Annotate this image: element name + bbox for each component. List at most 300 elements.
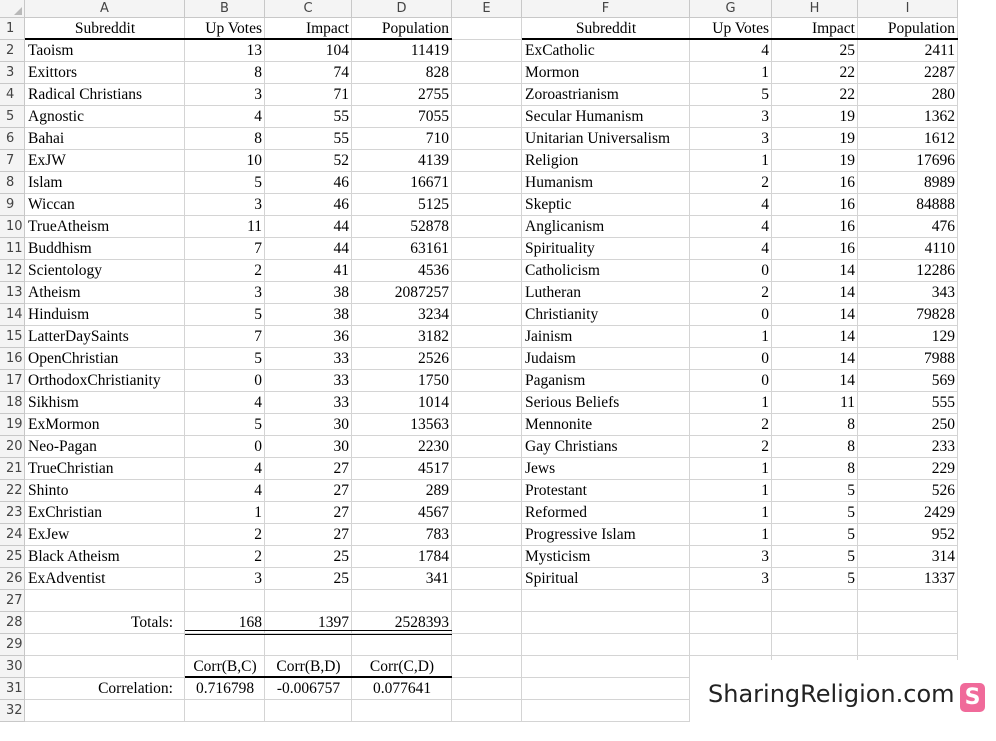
grid-cell[interactable]	[452, 590, 522, 612]
row-header[interactable]: 32	[0, 700, 25, 722]
grid-cell[interactable]	[452, 84, 522, 106]
grid-cell[interactable]	[452, 194, 522, 216]
header-subreddit[interactable]: Subreddit	[74, 20, 136, 37]
population-value[interactable]: 828	[425, 64, 449, 81]
grid-cell[interactable]	[452, 304, 522, 326]
row-header[interactable]: 6	[0, 128, 25, 150]
impact-value[interactable]: 8	[847, 416, 855, 433]
subreddit-name[interactable]: OrthodoxChristianity	[28, 372, 161, 389]
upvotes-value[interactable]: 4	[761, 240, 769, 257]
impact-value[interactable]: 14	[839, 306, 855, 323]
upvotes-value[interactable]: 0	[761, 306, 769, 323]
row-header[interactable]: 2	[0, 40, 25, 62]
header-upvotes[interactable]: Up Votes	[205, 20, 262, 37]
subreddit-name[interactable]: ExMormon	[28, 416, 100, 433]
header-population[interactable]: Population	[381, 20, 449, 37]
population-value[interactable]: 314	[931, 548, 955, 565]
grid-cell[interactable]	[452, 656, 522, 678]
subreddit-name[interactable]: ExChristian	[28, 504, 103, 521]
upvotes-value[interactable]: 1	[761, 482, 769, 499]
subreddit-name[interactable]: Bahai	[28, 130, 65, 147]
subreddit-name[interactable]: TrueAtheism	[28, 218, 110, 235]
grid-cell[interactable]	[522, 634, 690, 656]
upvotes-value[interactable]: 10	[246, 152, 262, 169]
upvotes-value[interactable]: 3	[761, 548, 769, 565]
totals-label[interactable]: Totals:	[131, 614, 173, 631]
population-value[interactable]: 4536	[418, 262, 449, 279]
row-header[interactable]: 16	[0, 348, 25, 370]
impact-value[interactable]: 5	[847, 548, 855, 565]
upvotes-value[interactable]: 0	[761, 350, 769, 367]
impact-value[interactable]: 30	[333, 416, 349, 433]
row-header[interactable]: 3	[0, 62, 25, 84]
impact-value[interactable]: 27	[333, 460, 349, 477]
population-value[interactable]: 289	[425, 482, 449, 499]
impact-value[interactable]: 46	[333, 196, 349, 213]
row-header[interactable]: 17	[0, 370, 25, 392]
grid-cell[interactable]	[858, 612, 958, 634]
subreddit-name[interactable]: Atheism	[28, 284, 81, 301]
subreddit-name[interactable]: Christianity	[525, 306, 599, 323]
grid-cell[interactable]	[452, 348, 522, 370]
upvotes-value[interactable]: 3	[761, 130, 769, 147]
column-header-D[interactable]: D	[352, 0, 452, 18]
grid-cell[interactable]	[858, 634, 958, 656]
column-header-H[interactable]: H	[772, 0, 858, 18]
grid-cell[interactable]	[265, 700, 352, 722]
impact-value[interactable]: 33	[333, 350, 349, 367]
population-value[interactable]: 229	[931, 460, 955, 477]
upvotes-value[interactable]: 2	[761, 438, 769, 455]
population-value[interactable]: 63161	[410, 240, 449, 257]
upvotes-value[interactable]: 1	[761, 460, 769, 477]
subreddit-name[interactable]: Buddhism	[28, 240, 92, 257]
impact-value[interactable]: 14	[839, 350, 855, 367]
population-value[interactable]: 17696	[916, 152, 955, 169]
subreddit-name[interactable]: Black Atheism	[28, 548, 120, 565]
upvotes-value[interactable]: 8	[254, 64, 262, 81]
impact-value[interactable]: 14	[839, 262, 855, 279]
header-impact[interactable]: Impact	[811, 20, 855, 37]
grid-cell[interactable]	[522, 656, 690, 678]
row-header[interactable]: 27	[0, 590, 25, 612]
upvotes-value[interactable]: 1	[761, 526, 769, 543]
population-value[interactable]: 710	[425, 130, 449, 147]
population-value[interactable]: 7988	[924, 350, 955, 367]
upvotes-value[interactable]: 7	[254, 328, 262, 345]
grid-cell[interactable]	[452, 172, 522, 194]
subreddit-name[interactable]: Gay Christians	[525, 438, 618, 455]
grid-cell[interactable]	[690, 612, 772, 634]
upvotes-value[interactable]: 0	[254, 372, 262, 389]
column-header-F[interactable]: F	[522, 0, 690, 18]
row-header[interactable]: 18	[0, 392, 25, 414]
subreddit-name[interactable]: Jews	[525, 460, 556, 477]
population-value[interactable]: 84888	[916, 196, 955, 213]
row-header[interactable]: 20	[0, 436, 25, 458]
grid-cell[interactable]	[452, 370, 522, 392]
header-subreddit[interactable]: Subreddit	[575, 20, 637, 37]
grid-cell[interactable]	[452, 634, 522, 656]
upvotes-value[interactable]: 0	[254, 438, 262, 455]
upvotes-value[interactable]: 7	[254, 240, 262, 257]
impact-value[interactable]: 16	[839, 174, 855, 191]
impact-value[interactable]: 19	[839, 152, 855, 169]
total-population[interactable]: 2528393	[394, 614, 449, 631]
row-header[interactable]: 13	[0, 282, 25, 304]
upvotes-value[interactable]: 4	[761, 196, 769, 213]
impact-value[interactable]: 33	[333, 372, 349, 389]
upvotes-value[interactable]: 8	[254, 130, 262, 147]
upvotes-value[interactable]: 0	[761, 372, 769, 389]
subreddit-name[interactable]: Wiccan	[28, 196, 75, 213]
row-header[interactable]: 5	[0, 106, 25, 128]
population-value[interactable]: 250	[931, 416, 955, 433]
grid-cell[interactable]	[452, 62, 522, 84]
subreddit-name[interactable]: Hinduism	[28, 306, 90, 323]
upvotes-value[interactable]: 0	[761, 262, 769, 279]
subreddit-name[interactable]: Anglicanism	[525, 218, 605, 235]
row-header[interactable]: 31	[0, 678, 25, 700]
impact-value[interactable]: 14	[839, 372, 855, 389]
upvotes-value[interactable]: 2	[761, 284, 769, 301]
row-header[interactable]: 4	[0, 84, 25, 106]
grid-cell[interactable]	[352, 634, 452, 656]
row-header[interactable]: 9	[0, 194, 25, 216]
row-header[interactable]: 12	[0, 260, 25, 282]
header-population[interactable]: Population	[887, 20, 955, 37]
impact-value[interactable]: 25	[839, 42, 855, 59]
subreddit-name[interactable]: Sikhism	[28, 394, 79, 411]
grid-cell[interactable]	[522, 590, 690, 612]
subreddit-name[interactable]: Religion	[525, 152, 579, 169]
population-value[interactable]: 52878	[410, 218, 449, 235]
upvotes-value[interactable]: 4	[254, 108, 262, 125]
population-value[interactable]: 13563	[410, 416, 449, 433]
correlation-label[interactable]: Correlation:	[98, 680, 173, 697]
row-header[interactable]: 11	[0, 238, 25, 260]
population-value[interactable]: 4567	[418, 504, 449, 521]
subreddit-name[interactable]: ExAdventist	[28, 570, 106, 587]
population-value[interactable]: 343	[931, 284, 955, 301]
population-value[interactable]: 555	[931, 394, 955, 411]
population-value[interactable]: 7055	[418, 108, 449, 125]
grid-cell[interactable]	[452, 436, 522, 458]
grid-cell[interactable]	[185, 590, 265, 612]
subreddit-name[interactable]: Skeptic	[525, 196, 572, 213]
population-value[interactable]: 1612	[924, 130, 955, 147]
impact-value[interactable]: 25	[333, 548, 349, 565]
population-value[interactable]: 5125	[418, 196, 449, 213]
subreddit-name[interactable]: Mysticism	[525, 548, 591, 565]
upvotes-value[interactable]: 5	[254, 306, 262, 323]
impact-value[interactable]: 19	[839, 130, 855, 147]
upvotes-value[interactable]: 1	[761, 504, 769, 521]
column-header-G[interactable]: G	[690, 0, 772, 18]
subreddit-name[interactable]: Islam	[28, 174, 63, 191]
population-value[interactable]: 341	[425, 570, 449, 587]
population-value[interactable]: 11419	[410, 42, 449, 59]
population-value[interactable]: 526	[931, 482, 955, 499]
population-value[interactable]: 952	[931, 526, 955, 543]
grid-cell[interactable]	[452, 700, 522, 722]
grid-cell[interactable]	[25, 700, 185, 722]
subreddit-name[interactable]: Scientology	[28, 262, 103, 279]
population-value[interactable]: 16671	[410, 174, 449, 191]
corr-bc-value[interactable]: 0.716798	[195, 680, 255, 697]
subreddit-name[interactable]: OpenChristian	[28, 350, 119, 367]
subreddit-name[interactable]: Zoroastrianism	[525, 86, 619, 103]
subreddit-name[interactable]: Judaism	[525, 350, 576, 367]
impact-value[interactable]: 27	[333, 526, 349, 543]
population-value[interactable]: 4517	[418, 460, 449, 477]
subreddit-name[interactable]: Mennonite	[525, 416, 593, 433]
impact-value[interactable]: 27	[333, 504, 349, 521]
subreddit-name[interactable]: Catholicism	[525, 262, 600, 279]
row-header[interactable]: 15	[0, 326, 25, 348]
subreddit-name[interactable]: Progressive Islam	[525, 526, 636, 543]
subreddit-name[interactable]: Reformed	[525, 504, 587, 521]
impact-value[interactable]: 38	[333, 306, 349, 323]
row-header[interactable]: 24	[0, 524, 25, 546]
impact-value[interactable]: 8	[847, 438, 855, 455]
population-value[interactable]: 3234	[418, 306, 449, 323]
grid-cell[interactable]	[452, 150, 522, 172]
impact-value[interactable]: 22	[839, 86, 855, 103]
grid-cell[interactable]	[25, 590, 185, 612]
subreddit-name[interactable]: Radical Christians	[28, 86, 143, 103]
impact-value[interactable]: 27	[333, 482, 349, 499]
impact-value[interactable]: 14	[839, 284, 855, 301]
row-header[interactable]: 25	[0, 546, 25, 568]
impact-value[interactable]: 41	[333, 262, 349, 279]
grid-cell[interactable]	[452, 392, 522, 414]
upvotes-value[interactable]: 2	[761, 174, 769, 191]
impact-value[interactable]: 33	[333, 394, 349, 411]
population-value[interactable]: 2087257	[394, 284, 449, 301]
impact-value[interactable]: 5	[847, 526, 855, 543]
subreddit-name[interactable]: Secular Humanism	[525, 108, 644, 125]
subreddit-name[interactable]: ExJew	[28, 526, 70, 543]
population-value[interactable]: 1014	[418, 394, 449, 411]
row-header[interactable]: 8	[0, 172, 25, 194]
impact-value[interactable]: 74	[333, 64, 349, 81]
subreddit-name[interactable]: Exittors	[28, 64, 78, 81]
grid-cell[interactable]	[522, 678, 690, 700]
upvotes-value[interactable]: 1	[254, 504, 262, 521]
grid-cell[interactable]	[772, 634, 858, 656]
population-value[interactable]: 476	[931, 218, 955, 235]
grid-cell[interactable]	[185, 700, 265, 722]
grid-cell[interactable]	[452, 502, 522, 524]
grid-cell[interactable]	[690, 590, 772, 612]
impact-value[interactable]: 16	[839, 218, 855, 235]
impact-value[interactable]: 36	[333, 328, 349, 345]
corr-bc-header[interactable]: Corr(B,C)	[193, 658, 257, 675]
population-value[interactable]: 2755	[418, 86, 449, 103]
subreddit-name[interactable]: Lutheran	[525, 284, 581, 301]
population-value[interactable]: 12286	[916, 262, 955, 279]
upvotes-value[interactable]: 5	[761, 86, 769, 103]
subreddit-name[interactable]: Spiritual	[525, 570, 579, 587]
grid-cell[interactable]	[452, 458, 522, 480]
corr-cd-header[interactable]: Corr(C,D)	[369, 658, 435, 675]
grid-cell[interactable]	[265, 590, 352, 612]
upvotes-value[interactable]: 3	[761, 570, 769, 587]
subreddit-name[interactable]: ExCatholic	[525, 42, 595, 59]
population-value[interactable]: 2429	[924, 504, 955, 521]
population-value[interactable]: 4110	[924, 240, 955, 257]
row-header[interactable]: 22	[0, 480, 25, 502]
population-value[interactable]: 233	[931, 438, 955, 455]
upvotes-value[interactable]: 3	[254, 284, 262, 301]
subreddit-name[interactable]: Shinto	[28, 482, 69, 499]
subreddit-name[interactable]: ExJW	[28, 152, 66, 169]
upvotes-value[interactable]: 2	[254, 526, 262, 543]
grid-cell[interactable]	[452, 106, 522, 128]
impact-value[interactable]: 5	[847, 504, 855, 521]
impact-value[interactable]: 30	[333, 438, 349, 455]
column-header-A[interactable]: A	[25, 0, 185, 18]
subreddit-name[interactable]: Taoism	[28, 42, 74, 59]
grid-cell[interactable]	[452, 568, 522, 590]
subreddit-name[interactable]: Agnostic	[28, 108, 84, 125]
impact-value[interactable]: 14	[839, 328, 855, 345]
upvotes-value[interactable]: 1	[761, 328, 769, 345]
row-header[interactable]: 19	[0, 414, 25, 436]
grid-cell[interactable]	[522, 612, 690, 634]
grid-cell[interactable]	[452, 282, 522, 304]
impact-value[interactable]: 16	[839, 196, 855, 213]
population-value[interactable]: 2526	[418, 350, 449, 367]
row-header[interactable]: 1	[0, 18, 25, 40]
grid-cell[interactable]	[522, 700, 690, 722]
population-value[interactable]: 1362	[924, 108, 955, 125]
grid-cell[interactable]	[772, 612, 858, 634]
impact-value[interactable]: 46	[333, 174, 349, 191]
upvotes-value[interactable]: 3	[254, 86, 262, 103]
impact-value[interactable]: 44	[333, 218, 349, 235]
subreddit-name[interactable]: Jainism	[525, 328, 573, 345]
upvotes-value[interactable]: 11	[247, 218, 262, 235]
subreddit-name[interactable]: Serious Beliefs	[525, 394, 620, 411]
select-all-corner[interactable]	[0, 0, 25, 18]
subreddit-name[interactable]: Neo-Pagan	[28, 438, 97, 455]
corr-bd-value[interactable]: -0.006757	[276, 680, 341, 697]
column-header-B[interactable]: B	[185, 0, 265, 18]
grid-cell[interactable]	[452, 678, 522, 700]
population-value[interactable]: 1750	[418, 372, 449, 389]
impact-value[interactable]: 8	[847, 460, 855, 477]
impact-value[interactable]: 5	[847, 570, 855, 587]
upvotes-value[interactable]: 4	[761, 42, 769, 59]
upvotes-value[interactable]: 2	[254, 548, 262, 565]
upvotes-value[interactable]: 5	[254, 174, 262, 191]
upvotes-value[interactable]: 4	[761, 218, 769, 235]
total-upvotes[interactable]: 168	[238, 614, 262, 631]
header-impact[interactable]: Impact	[305, 20, 349, 37]
grid-cell[interactable]	[265, 634, 352, 656]
subreddit-name[interactable]: Mormon	[525, 64, 580, 81]
grid-cell[interactable]	[452, 216, 522, 238]
population-value[interactable]: 1337	[924, 570, 955, 587]
population-value[interactable]: 783	[425, 526, 449, 543]
row-header[interactable]: 23	[0, 502, 25, 524]
grid-cell[interactable]	[452, 546, 522, 568]
impact-value[interactable]: 25	[333, 570, 349, 587]
impact-value[interactable]: 55	[333, 108, 349, 125]
upvotes-value[interactable]: 2	[254, 262, 262, 279]
upvotes-value[interactable]: 3	[254, 570, 262, 587]
grid-cell[interactable]	[772, 590, 858, 612]
impact-value[interactable]: 38	[333, 284, 349, 301]
impact-value[interactable]: 104	[325, 42, 349, 59]
population-value[interactable]: 8989	[924, 174, 955, 191]
upvotes-value[interactable]: 1	[761, 394, 769, 411]
row-header[interactable]: 30	[0, 656, 25, 678]
impact-value[interactable]: 71	[333, 86, 349, 103]
impact-value[interactable]: 19	[839, 108, 855, 125]
grid-cell[interactable]	[452, 524, 522, 546]
row-header[interactable]: 7	[0, 150, 25, 172]
column-header-E[interactable]: E	[452, 0, 522, 18]
grid-cell[interactable]	[452, 480, 522, 502]
subreddit-name[interactable]: Spirituality	[525, 240, 595, 257]
grid-cell[interactable]	[690, 634, 772, 656]
upvotes-value[interactable]: 1	[761, 64, 769, 81]
corr-cd-value[interactable]: 0.077641	[372, 680, 432, 697]
upvotes-value[interactable]: 3	[761, 108, 769, 125]
subreddit-name[interactable]: TrueChristian	[28, 460, 114, 477]
upvotes-value[interactable]: 13	[246, 42, 262, 59]
population-value[interactable]: 2287	[924, 64, 955, 81]
grid-cell[interactable]	[452, 326, 522, 348]
subreddit-name[interactable]: Protestant	[525, 482, 587, 499]
row-header[interactable]: 29	[0, 634, 25, 656]
upvotes-value[interactable]: 3	[254, 196, 262, 213]
grid-cell[interactable]	[452, 18, 522, 40]
upvotes-value[interactable]: 2	[761, 416, 769, 433]
impact-value[interactable]: 11	[840, 394, 855, 411]
population-value[interactable]: 2411	[924, 42, 955, 59]
row-header[interactable]: 10	[0, 216, 25, 238]
subreddit-name[interactable]: Unitarian Universalism	[525, 130, 671, 147]
impact-value[interactable]: 55	[333, 130, 349, 147]
grid-cell[interactable]	[858, 590, 958, 612]
population-value[interactable]: 79828	[916, 306, 955, 323]
column-header-I[interactable]: I	[858, 0, 958, 18]
impact-value[interactable]: 44	[333, 240, 349, 257]
impact-value[interactable]: 16	[839, 240, 855, 257]
grid-cell[interactable]	[185, 634, 265, 656]
grid-cell[interactable]	[452, 238, 522, 260]
grid-cell[interactable]	[352, 700, 452, 722]
upvotes-value[interactable]: 4	[254, 394, 262, 411]
grid-cell[interactable]	[452, 40, 522, 62]
grid-cell[interactable]	[25, 634, 185, 656]
grid-cell[interactable]	[352, 590, 452, 612]
grid-cell[interactable]	[452, 612, 522, 634]
column-header-C[interactable]: C	[265, 0, 352, 18]
upvotes-value[interactable]: 4	[254, 460, 262, 477]
population-value[interactable]: 569	[931, 372, 955, 389]
row-header[interactable]: 26	[0, 568, 25, 590]
row-header[interactable]: 14	[0, 304, 25, 326]
population-value[interactable]: 4139	[418, 152, 449, 169]
impact-value[interactable]: 5	[847, 482, 855, 499]
population-value[interactable]: 3182	[418, 328, 449, 345]
population-value[interactable]: 2230	[418, 438, 449, 455]
